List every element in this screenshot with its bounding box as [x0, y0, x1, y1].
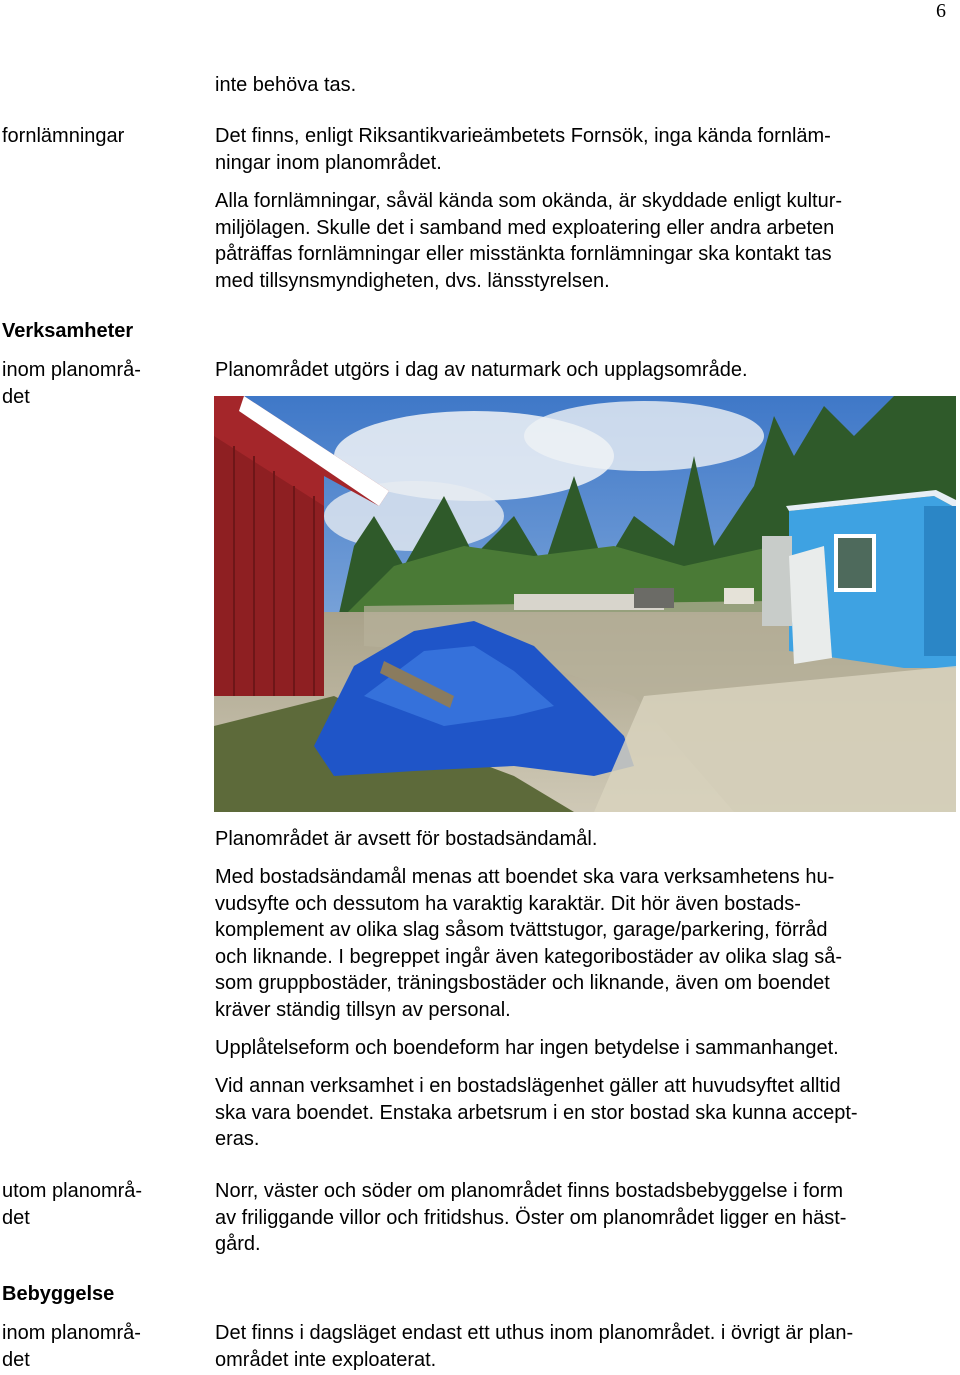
text-line: och liknande. I begreppet ingår även kategoribostäder av olika slag så- — [215, 945, 843, 968]
text-line: ska vara boendet. Enstaka arbetsrum i en stor bostad ska kunna accept- — [215, 1101, 858, 1124]
text-line: påträffas fornlämningar eller misstänkta fornlämningar ska kontakt tas — [215, 243, 832, 265]
text-line: Vid annan verksamhet i en bostadslägenhet gäller att huvudsyftet alltid — [215, 1075, 841, 1097]
side-label-line: det — [2, 385, 30, 408]
side-heading-bebyggelse: Bebyggelse — [2, 1283, 115, 1305]
paragraph-upplatelse — [215, 1035, 950, 1062]
text-line: Planområdet utgörs i dag av naturmark och upplagsområde. — [215, 359, 748, 381]
site-photo — [214, 396, 956, 812]
side-label-line: det — [2, 1206, 30, 1229]
side-label-inom-planomradet-2 — [2, 1320, 141, 1373]
text-line: komplement av olika slag såsom tvättstugor, garage/parkering, förråd — [215, 919, 828, 941]
text-line: vudsyfte och dessutom ha varaktig karaktär. Dit hör även bostads- — [215, 892, 801, 915]
text-line: med tillsynsmyndigheten, dvs. länsstyrelsen. — [215, 269, 610, 292]
paragraph-fornsok — [215, 123, 950, 176]
text-line: miljölagen. Skulle det i samband med exploatering eller andra arbeten — [215, 216, 835, 239]
side-label-line: det — [2, 1348, 30, 1371]
text-line: kräver ständig tillsyn av personal. — [215, 998, 511, 1021]
page-number: 6 — [936, 0, 946, 22]
side-label-utom-planomradet — [2, 1178, 142, 1231]
side-label-fornlamningar: fornlämningar — [2, 125, 125, 147]
text-line: området inte exploaterat. — [215, 1348, 437, 1371]
paragraph-norr — [215, 1178, 950, 1258]
text-line: av friliggande villor och fritidshus. Öster om planområdet ligger en häst- — [215, 1206, 847, 1229]
text-line: Det finns, enligt Riksantikvarieämbetets Fornsök, inga kända fornläm- — [215, 125, 831, 147]
text-line: Med bostadsändamål menas att boendet ska vara verksamhetens hu- — [215, 866, 835, 888]
paragraph-bostad — [215, 826, 950, 853]
text-line: inte behöva tas. — [215, 74, 357, 96]
text-line: Planområdet är avsett för bostadsändamål. — [215, 828, 598, 850]
side-label-inom-planomradet — [2, 357, 141, 410]
text-line: gård. — [215, 1233, 261, 1255]
text-line: ningar inom planområdet. — [215, 151, 442, 174]
text-line: Alla fornlämningar, såväl kända som okända, är skyddade enligt kultur- — [215, 190, 843, 212]
text-line: Upplåtelseform och boendeform har ingen betydelse i sammanhanget. — [215, 1037, 839, 1059]
text-line: Det finns i dagsläget endast ett uthus inom planområdet. i övrigt är plan- — [215, 1322, 854, 1344]
paragraph-menas — [215, 864, 950, 1023]
paragraph-naturmark — [215, 357, 950, 384]
text-line: som gruppbostäder, träningsbostäder och liknande, även om boendet — [215, 972, 830, 994]
side-label-line: inom planområ- — [2, 1322, 141, 1344]
side-label-line: inom planområ- — [2, 359, 141, 381]
paragraph-skyddade — [215, 188, 950, 294]
side-label-line: utom planområ- — [2, 1180, 143, 1202]
text-line: eras. — [215, 1128, 260, 1150]
paragraph-annan-verksamhet — [215, 1073, 950, 1153]
text-line: Norr, väster och söder om planområdet finns bostadsbebyggelse i form — [215, 1180, 844, 1202]
paragraph-uthus — [215, 1320, 950, 1373]
side-heading-verksamheter: Verksamheter — [2, 320, 134, 342]
paragraph-intro — [215, 72, 950, 99]
